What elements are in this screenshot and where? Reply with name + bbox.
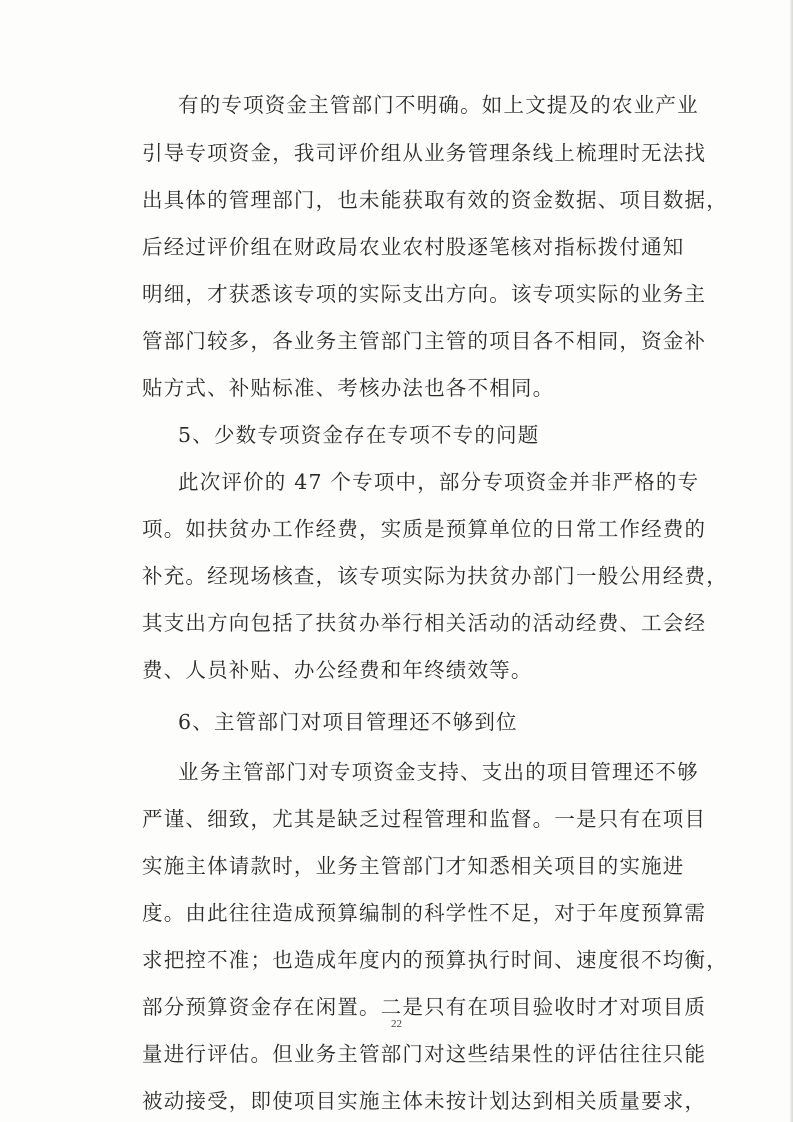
text-line: 部分预算资金存在闲置。二是只有在项目验收时才对项目质 xyxy=(142,995,707,1019)
text-line: 被动接受，即使项目实施主体未按计划达到相关质量要求， xyxy=(142,1089,707,1113)
text-line: 严谨、细致，尤其是缺乏过程管理和监督。一是只有在项目 xyxy=(142,807,707,831)
text-line: 管部门较多，各业务主管部门主管的项目各不相同，资金补 xyxy=(142,329,707,353)
text-line: 引导专项资金，我司评价组从业务管理条线上梳理时无法找 xyxy=(142,141,707,165)
text-line: 求把控不准；也造成年度内的预算执行时间、速度很不均衡， xyxy=(142,948,728,972)
text-line: 项。如扶贫办工作经费，实质是预算单位的日常工作经费的 xyxy=(142,517,707,541)
text-line: 后经过评价组在财政局农业农村股逐笔核对指标拨付通知 xyxy=(142,235,685,259)
text-line: 实施主体请款时，业务主管部门才知悉相关项目的实施进 xyxy=(142,854,685,878)
text-line: 出具体的管理部门，也未能获取有效的资金数据、项目数据， xyxy=(142,188,728,212)
page-number: 22 xyxy=(391,1018,402,1030)
text-line: 其支出方向包括了扶贫办举行相关活动的活动经费、工会经 xyxy=(142,611,707,635)
text-line: 此次评价的 47 个专项中，部分专项资金并非严格的专 xyxy=(178,470,700,494)
text-line: 量进行评估。但业务主管部门对这些结果性的评估往往只能 xyxy=(142,1042,707,1066)
text-line: 业务主管部门对专项资金支持、支出的项目管理还不够 xyxy=(178,760,699,784)
text-line: 明细，才获悉该专项的实际支出方向。该专项实际的业务主 xyxy=(142,282,707,306)
text-line: 度。由此往往造成预算编制的科学性不足，对于年度预算需 xyxy=(142,901,707,925)
text-line: 补充。经现场核查，该专项实际为扶贫办部门一般公用经费， xyxy=(142,564,728,588)
text-line: 贴方式、补贴标准、考核办法也各不相同。 xyxy=(142,376,555,400)
text-line: 费、人员补贴、办公经费和年终绩效等。 xyxy=(142,658,533,682)
text-line: 有的专项资金主管部门不明确。如上文提及的农业产业 xyxy=(178,93,699,117)
section-heading-5: 5、少数专项资金存在专项不专的问题 xyxy=(178,423,540,447)
section-heading-6: 6、主管部门对项目管理还不够到位 xyxy=(178,710,518,734)
